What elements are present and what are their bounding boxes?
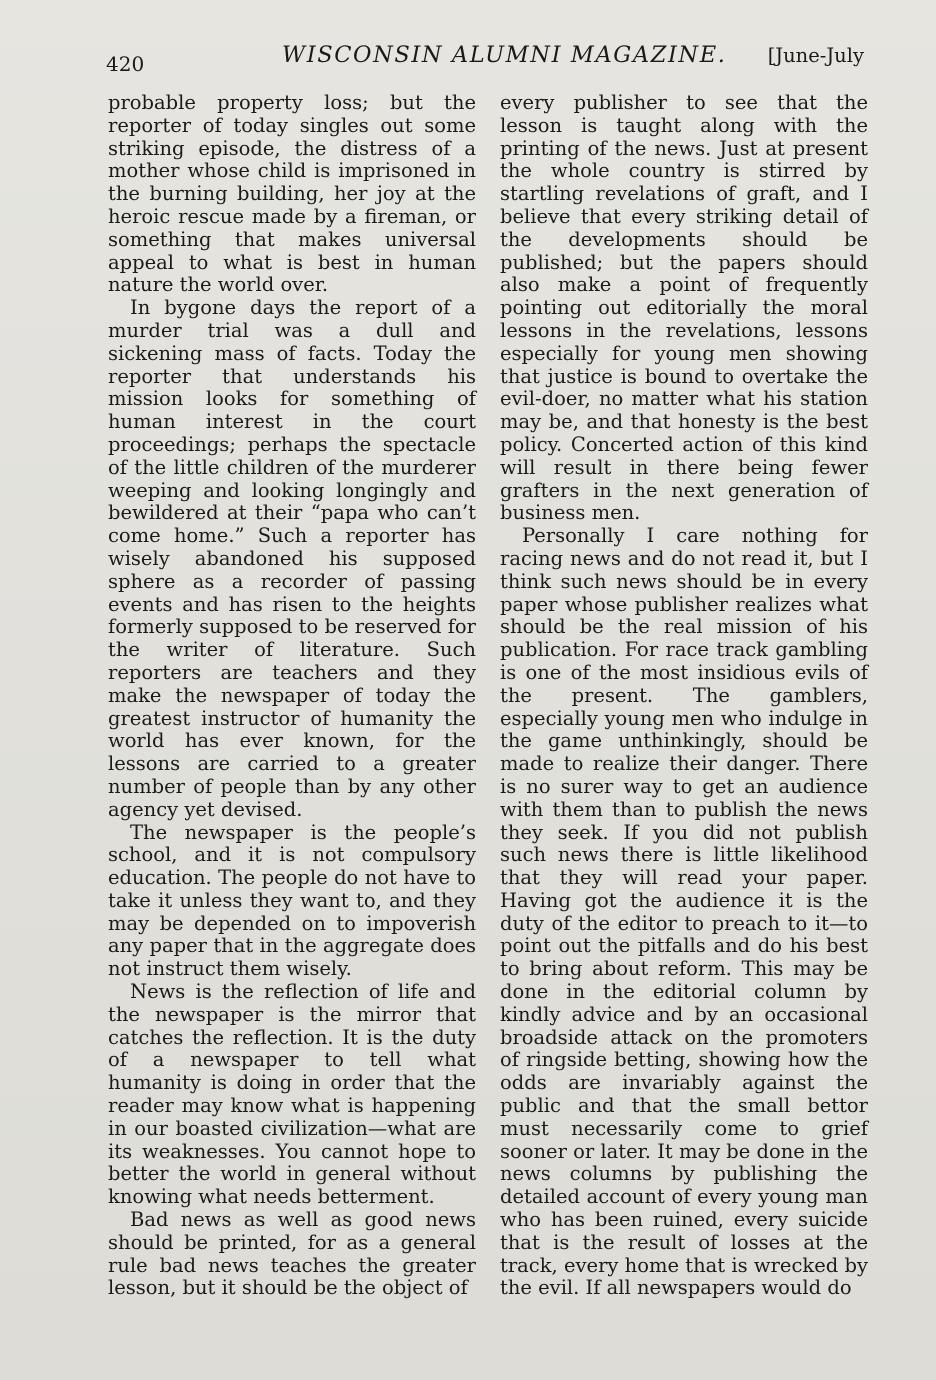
right-column: [500, 92, 868, 1300]
paragraph: Personally I care nothing for racing news and do not read it, but I think such news should be in every paper whose publisher realizes what should be the real mission of his publication. For race track gambling is one of the most insidious evils of the present. The gamblers, especially young men who indulge in the game unthinkingly, should be made to realize their danger. There is no surer way to get an audience with them than to publish the news they seek. If you did not publish such news there is little likelihood that they will read your paper. Having got the audience it is the duty of the editor to preach to it—to point out the pitfalls and do his best to bring about reform. This may be done in the editorial column by kindly advice and by an occasional broadside attack on the promoters of ringside betting, showing how the odds are invariably against the public and that the small bettor must necessarily come to grief sooner or later. It may be done in the news columns by publishing the detailed account of every young man who has been ruined, every suicide that is the result of losses at the track, every home that is wrecked by the evil. If all newspapers would do: [500, 524, 868, 1300]
magazine-title: WISCONSIN ALUMNI MAGAZINE.: [282, 42, 727, 68]
page-number: 420: [106, 52, 145, 76]
paragraph: News is the reflection of life and the newspaper is the mirror that catches the reflection. It is the duty of a newspaper to tell what humanity is doing in order that the reader may know what is happening in our boasted civilization—what are its weaknesses. You cannot hope to better the world in general without knowing what needs betterment.: [108, 980, 476, 1209]
running-header: [106, 42, 864, 76]
issue-date: [June-July: [767, 44, 864, 67]
paragraph: probable property loss; but the reporter of today singles out some striking episode, the distress of a mother whose child is imprisoned in the burning building, her joy at the heroic rescue made by a fireman, or something that makes universal appeal to what is best in human nature the world over.: [108, 91, 476, 297]
paragraph: every publisher to see that the lesson is taught along with the printing of the news. Just at present the whole country is stirred by startling revelations of graft, and I believe that every striking detail of the developments should be published; but the papers should also make a point of frequently pointing out editorially the moral lessons in the revelations, lessons especially for young men showing that justice is bound to overtake the evil-doer, no matter what his station may be, and that honesty is the best policy. Concerted action of this kind will result in there being fewer grafters in the next generation of business men.: [500, 91, 868, 525]
paragraph: In bygone days the report of a murder trial was a dull and sickening mass of facts. Today the reporter that understands his mission looks for something of human interest in the court proceedings; perhaps the spectacle of the little children of the murderer weeping and looking longingly and bewildered at their “papa who can’t come home.” Such a reporter has wisely abandoned his supposed sphere as a recorder of passing events and has risen to the heights formerly supposed to be reserved for the writer of literature. Such reporters are teachers and they make the newspaper of today the greatest instructor of humanity the world has ever known, for the lessons are carried to a greater number of people than by any other agency yet devised.: [108, 296, 476, 821]
paragraph: The newspaper is the people’s school, and it is not compulsory education. The people do not have to take it unless they want to, and they may be depended on to impoverish any paper that in the aggregate does not instruct them wisely.: [108, 820, 476, 981]
paragraph: Bad news as well as good news should be printed, for as a general rule bad news teaches the greater lesson, but it should be the object of: [108, 1208, 476, 1300]
left-column: [108, 92, 476, 1300]
